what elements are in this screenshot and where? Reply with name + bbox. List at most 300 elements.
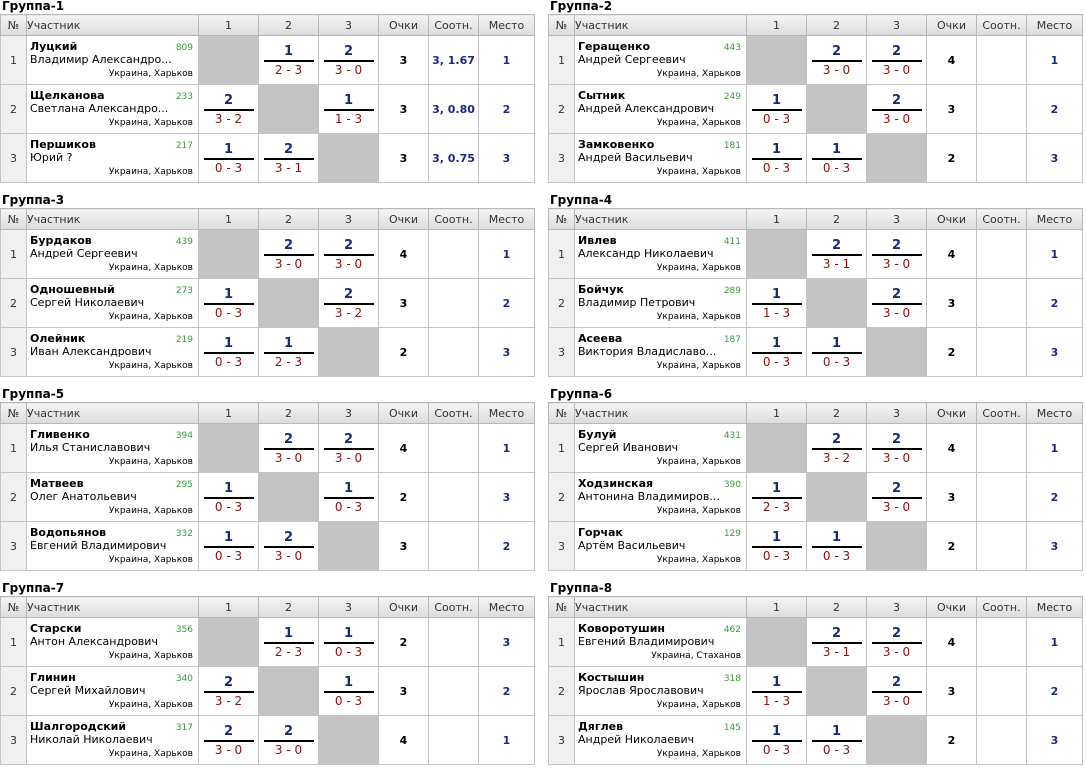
participant-cell[interactable]: [27, 473, 199, 522]
header-col-1[interactable]: 1: [747, 403, 807, 424]
participant-first-name: Илья Станиславович: [30, 441, 151, 454]
header-no[interactable]: №: [1, 597, 27, 618]
match-cell[interactable]: [867, 85, 927, 134]
header-place[interactable]: Место: [1027, 403, 1083, 424]
match-cell[interactable]: [747, 85, 807, 134]
header-col-1[interactable]: 1: [199, 403, 259, 424]
participant-last-name[interactable]: Старски: [30, 622, 82, 635]
match-divider: [264, 60, 314, 62]
participant-last-name[interactable]: Гливенко: [30, 428, 90, 441]
match-divider: [752, 109, 802, 111]
participant-cell[interactable]: [27, 230, 199, 279]
table-row: [549, 134, 1083, 183]
participant-last-name[interactable]: Матвеев: [30, 477, 84, 490]
header-participant[interactable]: Участник: [27, 15, 199, 36]
match-cell[interactable]: [199, 716, 259, 765]
row-number: 1: [549, 230, 575, 279]
participant-last-name[interactable]: Ходзинская: [578, 477, 654, 490]
participant-last-name[interactable]: Шалгородский: [30, 720, 127, 733]
table-row: [549, 424, 1083, 473]
place-cell: 3: [1027, 328, 1083, 377]
match-result: 2: [831, 431, 842, 447]
header-place[interactable]: Место: [479, 209, 535, 230]
match-cell[interactable]: [867, 667, 927, 716]
participant-cell[interactable]: [575, 667, 747, 716]
match-result: 1: [223, 529, 234, 545]
participant-last-name[interactable]: Щелканова: [30, 89, 105, 102]
match-divider: [204, 158, 254, 160]
participant-cell[interactable]: [27, 328, 199, 377]
group-panel: [0, 0, 534, 183]
match-cell[interactable]: [807, 424, 867, 473]
participant-cell[interactable]: [575, 522, 747, 571]
match-divider: [812, 448, 862, 450]
header-no[interactable]: №: [1, 209, 27, 230]
header-points[interactable]: Очки: [927, 15, 977, 36]
match-score: 3 - 0: [882, 62, 911, 77]
header-row: [549, 403, 1083, 424]
header-ratio[interactable]: Соотн.: [429, 209, 479, 230]
participant-cell[interactable]: [27, 36, 199, 85]
header-place[interactable]: Место: [479, 403, 535, 424]
participant-location: Украина, Харьков: [656, 700, 741, 710]
header-col-3[interactable]: 3: [867, 597, 927, 618]
header-col-2[interactable]: 2: [807, 597, 867, 618]
participant-cell[interactable]: [575, 424, 747, 473]
match-cell[interactable]: [867, 424, 927, 473]
participant-rating: 356: [175, 625, 193, 635]
participant-rating: 145: [723, 723, 741, 733]
match-score: 2 - 3: [274, 62, 303, 77]
participant-cell[interactable]: [27, 716, 199, 765]
header-col-3[interactable]: 3: [319, 403, 379, 424]
match-result: 2: [891, 237, 902, 253]
match-cell[interactable]: [867, 279, 927, 328]
match-cell[interactable]: [807, 522, 867, 571]
match-cell[interactable]: [807, 36, 867, 85]
match-divider: [872, 109, 922, 111]
header-col-1[interactable]: 1: [747, 15, 807, 36]
self-cell: [199, 424, 259, 473]
points-cell: 4: [379, 230, 429, 279]
match-cell[interactable]: [199, 328, 259, 377]
participant-cell[interactable]: [575, 473, 747, 522]
match-divider: [324, 497, 374, 499]
ratio-cell: [429, 328, 479, 377]
participant-cell[interactable]: [27, 618, 199, 667]
group-title: Группа-6: [550, 387, 613, 401]
self-cell: [867, 134, 927, 183]
points-cell: 4: [927, 230, 977, 279]
match-divider: [812, 352, 862, 354]
participant-last-name[interactable]: Одношевный: [30, 283, 115, 296]
self-cell: [199, 618, 259, 667]
participant-location: Украина, Харьков: [108, 263, 193, 273]
header-ratio[interactable]: Соотн.: [429, 15, 479, 36]
match-cell[interactable]: [259, 328, 319, 377]
place-cell: 1: [1027, 618, 1083, 667]
participant-last-name[interactable]: Асеева: [578, 332, 623, 345]
match-cell[interactable]: [319, 36, 379, 85]
points-cell: 2: [927, 134, 977, 183]
ratio-cell: [977, 473, 1027, 522]
participant-last-name[interactable]: Олейник: [30, 332, 86, 345]
header-row: [549, 15, 1083, 36]
match-score: 2 - 3: [274, 354, 303, 369]
header-place[interactable]: Место: [1027, 15, 1083, 36]
ratio-cell: [429, 522, 479, 571]
group-table: [548, 402, 1083, 571]
header-participant[interactable]: Участник: [575, 597, 747, 618]
match-score: 0 - 3: [334, 693, 363, 708]
match-cell[interactable]: [199, 522, 259, 571]
header-no[interactable]: №: [549, 403, 575, 424]
header-col-3[interactable]: 3: [319, 209, 379, 230]
header-no[interactable]: №: [549, 15, 575, 36]
place-cell: 3: [1027, 716, 1083, 765]
self-cell: [747, 618, 807, 667]
match-result: 1: [283, 335, 294, 351]
header-participant[interactable]: Участник: [575, 209, 747, 230]
match-cell[interactable]: [199, 279, 259, 328]
header-points[interactable]: Очки: [927, 597, 977, 618]
match-cell[interactable]: [259, 424, 319, 473]
header-participant[interactable]: Участник: [575, 15, 747, 36]
table-row: [549, 522, 1083, 571]
participant-cell[interactable]: [575, 618, 747, 667]
header-place[interactable]: Место: [479, 597, 535, 618]
match-result: 2: [223, 92, 234, 108]
header-participant[interactable]: Участник: [27, 209, 199, 230]
group-panel: [548, 194, 1082, 377]
participant-rating: 219: [175, 335, 193, 345]
match-score: 0 - 3: [762, 548, 791, 563]
header-ratio[interactable]: Соотн.: [977, 597, 1027, 618]
match-result: 1: [771, 480, 782, 496]
match-cell[interactable]: [747, 522, 807, 571]
match-score: 2 - 3: [762, 499, 791, 514]
header-place[interactable]: Место: [1027, 209, 1083, 230]
participant-location: Украина, Харьков: [656, 69, 741, 79]
header-points[interactable]: Очки: [927, 209, 977, 230]
match-result: 1: [343, 480, 354, 496]
header-col-3[interactable]: 3: [319, 15, 379, 36]
participant-last-name[interactable]: Горчак: [578, 526, 623, 539]
match-cell[interactable]: [319, 473, 379, 522]
match-result: 2: [831, 237, 842, 253]
table-row: [1, 279, 535, 328]
match-divider: [324, 109, 374, 111]
place-cell: 2: [1027, 667, 1083, 716]
points-cell: 2: [379, 328, 429, 377]
header-ratio[interactable]: Соотн.: [977, 15, 1027, 36]
header-points[interactable]: Очки: [379, 15, 429, 36]
match-cell[interactable]: [807, 230, 867, 279]
row-number: 1: [1, 618, 27, 667]
header-points[interactable]: Очки: [379, 209, 429, 230]
match-result: 2: [891, 43, 902, 59]
match-cell[interactable]: [747, 328, 807, 377]
match-cell[interactable]: [259, 134, 319, 183]
match-score: 0 - 3: [822, 742, 851, 757]
match-divider: [264, 740, 314, 742]
participant-first-name: Александр Николаевич: [578, 247, 714, 260]
match-divider: [324, 60, 374, 62]
match-cell[interactable]: [867, 618, 927, 667]
participant-first-name: Андрей Сергеевич: [30, 247, 138, 260]
participant-cell[interactable]: [27, 424, 199, 473]
header-place[interactable]: Место: [479, 15, 535, 36]
match-cell[interactable]: [199, 85, 259, 134]
ratio-cell: [429, 667, 479, 716]
row-number: 2: [549, 85, 575, 134]
table-row: [1, 424, 535, 473]
header-ratio[interactable]: Соотн.: [429, 597, 479, 618]
match-divider: [204, 303, 254, 305]
match-cell[interactable]: [807, 328, 867, 377]
table-row: [549, 36, 1083, 85]
match-score: 3 - 0: [214, 742, 243, 757]
header-participant[interactable]: Участник: [575, 403, 747, 424]
table-row: [549, 279, 1083, 328]
match-cell[interactable]: [807, 134, 867, 183]
match-score: 3 - 0: [334, 256, 363, 271]
header-col-1[interactable]: 1: [747, 209, 807, 230]
group-table: [0, 402, 535, 571]
participant-cell[interactable]: [27, 134, 199, 183]
row-number: 2: [549, 667, 575, 716]
match-score: 3 - 0: [882, 499, 911, 514]
match-score: 0 - 3: [334, 499, 363, 514]
points-cell: 3: [379, 522, 429, 571]
header-no[interactable]: №: [549, 597, 575, 618]
participant-cell[interactable]: [575, 230, 747, 279]
header-no[interactable]: №: [1, 403, 27, 424]
match-cell[interactable]: [747, 279, 807, 328]
participant-location: Украина, Харьков: [108, 361, 193, 371]
match-score: 3 - 0: [822, 62, 851, 77]
place-cell: 1: [479, 230, 535, 279]
participant-last-name[interactable]: Ивлев: [578, 234, 617, 247]
participant-location: Украина, Харьков: [656, 555, 741, 565]
participant-last-name[interactable]: Глинин: [30, 671, 76, 684]
participant-last-name[interactable]: Замковенко: [578, 138, 655, 151]
participant-last-name[interactable]: Коворотушин: [578, 622, 666, 635]
header-col-1[interactable]: 1: [199, 15, 259, 36]
participant-first-name: Иван Александрович: [30, 345, 152, 358]
participant-location: Украина, Харьков: [656, 312, 741, 322]
header-col-2[interactable]: 2: [259, 209, 319, 230]
match-cell[interactable]: [747, 667, 807, 716]
participant-last-name[interactable]: Сытник: [578, 89, 626, 102]
participant-last-name[interactable]: Бурдаков: [30, 234, 92, 247]
participant-first-name: Андрей Александрович: [578, 102, 715, 115]
place-cell: 3: [479, 473, 535, 522]
self-cell: [319, 328, 379, 377]
header-points[interactable]: Очки: [379, 597, 429, 618]
header-ratio[interactable]: Соотн.: [977, 209, 1027, 230]
match-score: 3 - 0: [882, 450, 911, 465]
participant-cell[interactable]: [27, 667, 199, 716]
match-score: 0 - 3: [762, 354, 791, 369]
match-score: 3 - 0: [274, 548, 303, 563]
header-place[interactable]: Место: [1027, 597, 1083, 618]
header-col-2[interactable]: 2: [259, 15, 319, 36]
match-divider: [204, 691, 254, 693]
match-cell[interactable]: [259, 36, 319, 85]
points-cell: 3: [927, 667, 977, 716]
participant-location: Украина, Харьков: [108, 506, 193, 516]
header-col-1[interactable]: 1: [199, 597, 259, 618]
group-title: Группа-3: [2, 193, 65, 207]
participant-last-name[interactable]: Першиков: [30, 138, 96, 151]
points-cell: 3: [379, 667, 429, 716]
row-number: 2: [549, 473, 575, 522]
match-cell[interactable]: [319, 230, 379, 279]
self-cell: [747, 36, 807, 85]
participant-cell[interactable]: [575, 134, 747, 183]
header-col-2[interactable]: 2: [807, 209, 867, 230]
ratio-cell: [977, 424, 1027, 473]
table-row: [1, 473, 535, 522]
header-col-3[interactable]: 3: [319, 597, 379, 618]
participant-last-name[interactable]: Водопьянов: [30, 526, 107, 539]
participant-location: Украина, Харьков: [656, 749, 741, 759]
participant-first-name: Евгений Владимирович: [30, 539, 167, 552]
self-cell: [807, 279, 867, 328]
match-cell[interactable]: [259, 522, 319, 571]
participant-last-name[interactable]: Бойчук: [578, 283, 624, 296]
match-cell[interactable]: [747, 716, 807, 765]
header-participant[interactable]: Участник: [27, 597, 199, 618]
participant-rating: 233: [175, 92, 193, 102]
participant-last-name[interactable]: Геращенко: [578, 40, 651, 53]
participant-cell[interactable]: [575, 716, 747, 765]
match-cell[interactable]: [259, 230, 319, 279]
ratio-cell: [429, 230, 479, 279]
ratio-cell: [977, 85, 1027, 134]
match-score: 0 - 3: [214, 548, 243, 563]
participant-rating: 394: [175, 431, 193, 441]
participant-last-name[interactable]: Костышин: [578, 671, 645, 684]
match-cell[interactable]: [199, 667, 259, 716]
self-cell: [867, 522, 927, 571]
row-number: 1: [1, 424, 27, 473]
header-col-3[interactable]: 3: [867, 403, 927, 424]
participant-cell[interactable]: [575, 328, 747, 377]
match-score: 3 - 0: [274, 742, 303, 757]
match-divider: [264, 642, 314, 644]
match-cell[interactable]: [319, 618, 379, 667]
participant-cell[interactable]: [27, 279, 199, 328]
header-participant[interactable]: Участник: [27, 403, 199, 424]
match-score: 3 - 0: [882, 644, 911, 659]
self-cell: [199, 36, 259, 85]
ratio-cell: 3, 1.67: [429, 36, 479, 85]
self-cell: [807, 473, 867, 522]
participant-location: Украина, Харьков: [656, 361, 741, 371]
header-col-1[interactable]: 1: [199, 209, 259, 230]
participant-cell[interactable]: [575, 85, 747, 134]
ratio-cell: 3, 0.75: [429, 134, 479, 183]
header-col-2[interactable]: 2: [259, 403, 319, 424]
match-result: 2: [343, 237, 354, 253]
header-row: [549, 209, 1083, 230]
header-points[interactable]: Очки: [927, 403, 977, 424]
match-cell[interactable]: [747, 134, 807, 183]
match-score: 3 - 0: [274, 450, 303, 465]
header-points[interactable]: Очки: [379, 403, 429, 424]
match-cell[interactable]: [319, 424, 379, 473]
match-result: 1: [771, 674, 782, 690]
match-cell[interactable]: [259, 618, 319, 667]
header-col-3[interactable]: 3: [867, 15, 927, 36]
points-cell: 2: [379, 473, 429, 522]
points-cell: 2: [927, 716, 977, 765]
participant-location: Украина, Харьков: [108, 555, 193, 565]
participant-last-name[interactable]: Дяглев: [578, 720, 624, 733]
participant-location: Украина, Харьков: [108, 167, 193, 177]
match-cell[interactable]: [807, 618, 867, 667]
ratio-cell: [977, 328, 1027, 377]
table-row: [549, 328, 1083, 377]
match-cell[interactable]: [319, 279, 379, 328]
match-divider: [872, 448, 922, 450]
header-col-2[interactable]: 2: [259, 597, 319, 618]
row-number: 3: [1, 522, 27, 571]
header-col-2[interactable]: 2: [807, 15, 867, 36]
participant-cell[interactable]: [575, 36, 747, 85]
group-panel: [548, 388, 1082, 571]
match-result: 1: [771, 335, 782, 351]
match-cell[interactable]: [199, 473, 259, 522]
match-cell[interactable]: [867, 473, 927, 522]
match-cell[interactable]: [867, 36, 927, 85]
match-divider: [324, 254, 374, 256]
header-no[interactable]: №: [1, 15, 27, 36]
match-cell[interactable]: [867, 230, 927, 279]
match-cell[interactable]: [319, 85, 379, 134]
participant-last-name[interactable]: Луцкий: [30, 40, 78, 53]
self-cell: [867, 716, 927, 765]
header-ratio[interactable]: Соотн.: [429, 403, 479, 424]
self-cell: [319, 522, 379, 571]
match-cell[interactable]: [807, 716, 867, 765]
match-result: 2: [831, 43, 842, 59]
match-result: 2: [283, 431, 294, 447]
ratio-cell: [977, 134, 1027, 183]
match-result: 1: [223, 335, 234, 351]
participant-cell[interactable]: [27, 522, 199, 571]
place-cell: 2: [479, 279, 535, 328]
header-col-3[interactable]: 3: [867, 209, 927, 230]
header-col-1[interactable]: 1: [747, 597, 807, 618]
match-cell[interactable]: [199, 134, 259, 183]
header-col-2[interactable]: 2: [807, 403, 867, 424]
header-no[interactable]: №: [549, 209, 575, 230]
participant-last-name[interactable]: Булуй: [578, 428, 617, 441]
match-cell[interactable]: [747, 473, 807, 522]
place-cell: 3: [479, 134, 535, 183]
table-row: [1, 618, 535, 667]
participant-cell[interactable]: [27, 85, 199, 134]
participant-cell[interactable]: [575, 279, 747, 328]
group-title: Группа-8: [550, 581, 613, 595]
match-cell[interactable]: [319, 667, 379, 716]
match-cell[interactable]: [259, 716, 319, 765]
header-ratio[interactable]: Соотн.: [977, 403, 1027, 424]
ratio-cell: [977, 279, 1027, 328]
